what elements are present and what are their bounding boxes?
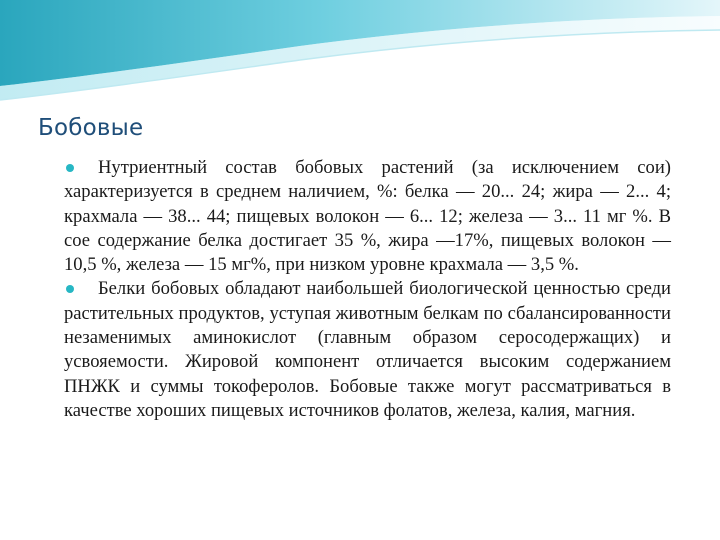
header-wave-decoration [0, 0, 720, 120]
bullet-list [64, 156, 671, 423]
bullet-item-protein-value [64, 277, 671, 423]
bullet-item-nutrient-composition [64, 156, 671, 277]
bullet-dot-icon [66, 164, 74, 172]
bullet-dot-icon [66, 285, 74, 293]
bullet-text: Нутриентный состав бобовых растений (за исключением сои) характеризуется в среднем наличием, %: белка — 20... 24; жира — 2... 4; крахмала — 38... 44; пищевых волокон — 6... 12; железа — 3... 11 мг %. В сое содержание белка достигает 35 %, жира —17%, пищевых волокон — 10,5 %, железа — 15 мг%, при низком уровне крахмала — 3,5 %. [64, 157, 671, 276]
slide-title: Бобовые [38, 115, 144, 141]
bullet-text: Белки бобовых обладают наибольшей биологической ценностью среди растительных продуктов, уступая животным белкам по сбалансированности незаменимых аминокислот (главным образом серосодержащих) и усвояемости. Жировой компонент отличается высоким содержанием ПНЖК и суммы токоферолов. Бобовые также могут рассматриваться в качестве хороших пищевых источников фолатов, железа, калия, магния. [64, 278, 671, 421]
